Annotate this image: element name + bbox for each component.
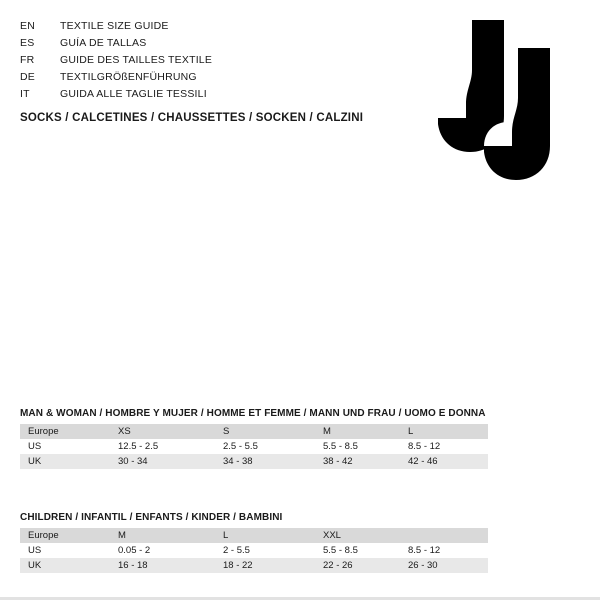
language-code: DE [20, 71, 35, 83]
socks-icon [400, 20, 580, 180]
table-row [20, 558, 488, 573]
table-cell: US [20, 439, 110, 454]
table-cell: 26 - 30 [400, 558, 488, 573]
table-cell: 2 - 5.5 [215, 543, 315, 558]
language-label: TEXTILGRÖßENFÜHRUNG [60, 71, 197, 83]
language-row [20, 35, 380, 52]
language-label: TEXTILE SIZE GUIDE [60, 20, 169, 32]
table-cell: 34 - 38 [215, 454, 315, 469]
table-cell: 5.5 - 8.5 [315, 439, 400, 454]
language-row [20, 52, 380, 69]
language-code: ES [20, 37, 35, 49]
language-label: GUÍA DE TALLAS [60, 37, 147, 49]
language-list [20, 18, 380, 103]
language-row [20, 18, 380, 35]
table-caption: CHILDREN / INFANTIL / ENFANTS / KINDER / BAMBINI [20, 512, 283, 523]
man-woman-size-table [20, 424, 488, 469]
table-cell: 0.05 - 2 [110, 543, 215, 558]
children-size-table [20, 528, 488, 573]
table-cell: XS [110, 424, 215, 439]
children-size-table-block [20, 512, 488, 573]
table-cell [400, 528, 488, 543]
table-row [20, 439, 488, 454]
table-cell: 42 - 46 [400, 454, 488, 469]
table-row [20, 424, 488, 439]
language-row [20, 86, 380, 103]
table-cell: 8.5 - 12 [400, 439, 488, 454]
table-cell: 2.5 - 5.5 [215, 439, 315, 454]
table-cell: 5.5 - 8.5 [315, 543, 400, 558]
table-cell: 12.5 - 2.5 [110, 439, 215, 454]
language-code: FR [20, 54, 35, 66]
table-cell: 30 - 34 [110, 454, 215, 469]
table-caption: MAN & WOMAN / HOMBRE Y MUJER / HOMME ET FEMME / MANN UND FRAU / UOMO E DONNA [20, 408, 486, 419]
table-cell: M [110, 528, 215, 543]
table-cell: UK [20, 558, 110, 573]
table-cell: 22 - 26 [315, 558, 400, 573]
table-cell: Europe [20, 424, 110, 439]
language-code: EN [20, 20, 35, 32]
language-label: GUIDA ALLE TAGLIE TESSILI [60, 88, 207, 100]
table-cell: M [315, 424, 400, 439]
table-cell: L [215, 528, 315, 543]
table-cell: 16 - 18 [110, 558, 215, 573]
table-cell: 8.5 - 12 [400, 543, 488, 558]
language-code: IT [20, 88, 30, 100]
table-cell: 18 - 22 [215, 558, 315, 573]
table-cell: S [215, 424, 315, 439]
table-cell: L [400, 424, 488, 439]
table-cell: Europe [20, 528, 110, 543]
table-cell: US [20, 543, 110, 558]
table-row [20, 543, 488, 558]
table-cell: 38 - 42 [315, 454, 400, 469]
table-row [20, 454, 488, 469]
language-label: GUIDE DES TAILLES TEXTILE [60, 54, 213, 66]
language-row [20, 69, 380, 86]
table-row [20, 528, 488, 543]
table-cell: XXL [315, 528, 400, 543]
man-woman-size-table-block [20, 408, 488, 469]
table-cell: UK [20, 454, 110, 469]
page-title: SOCKS / CALCETINES / CHAUSSETTES / SOCKEN / CALZINI [20, 112, 364, 124]
